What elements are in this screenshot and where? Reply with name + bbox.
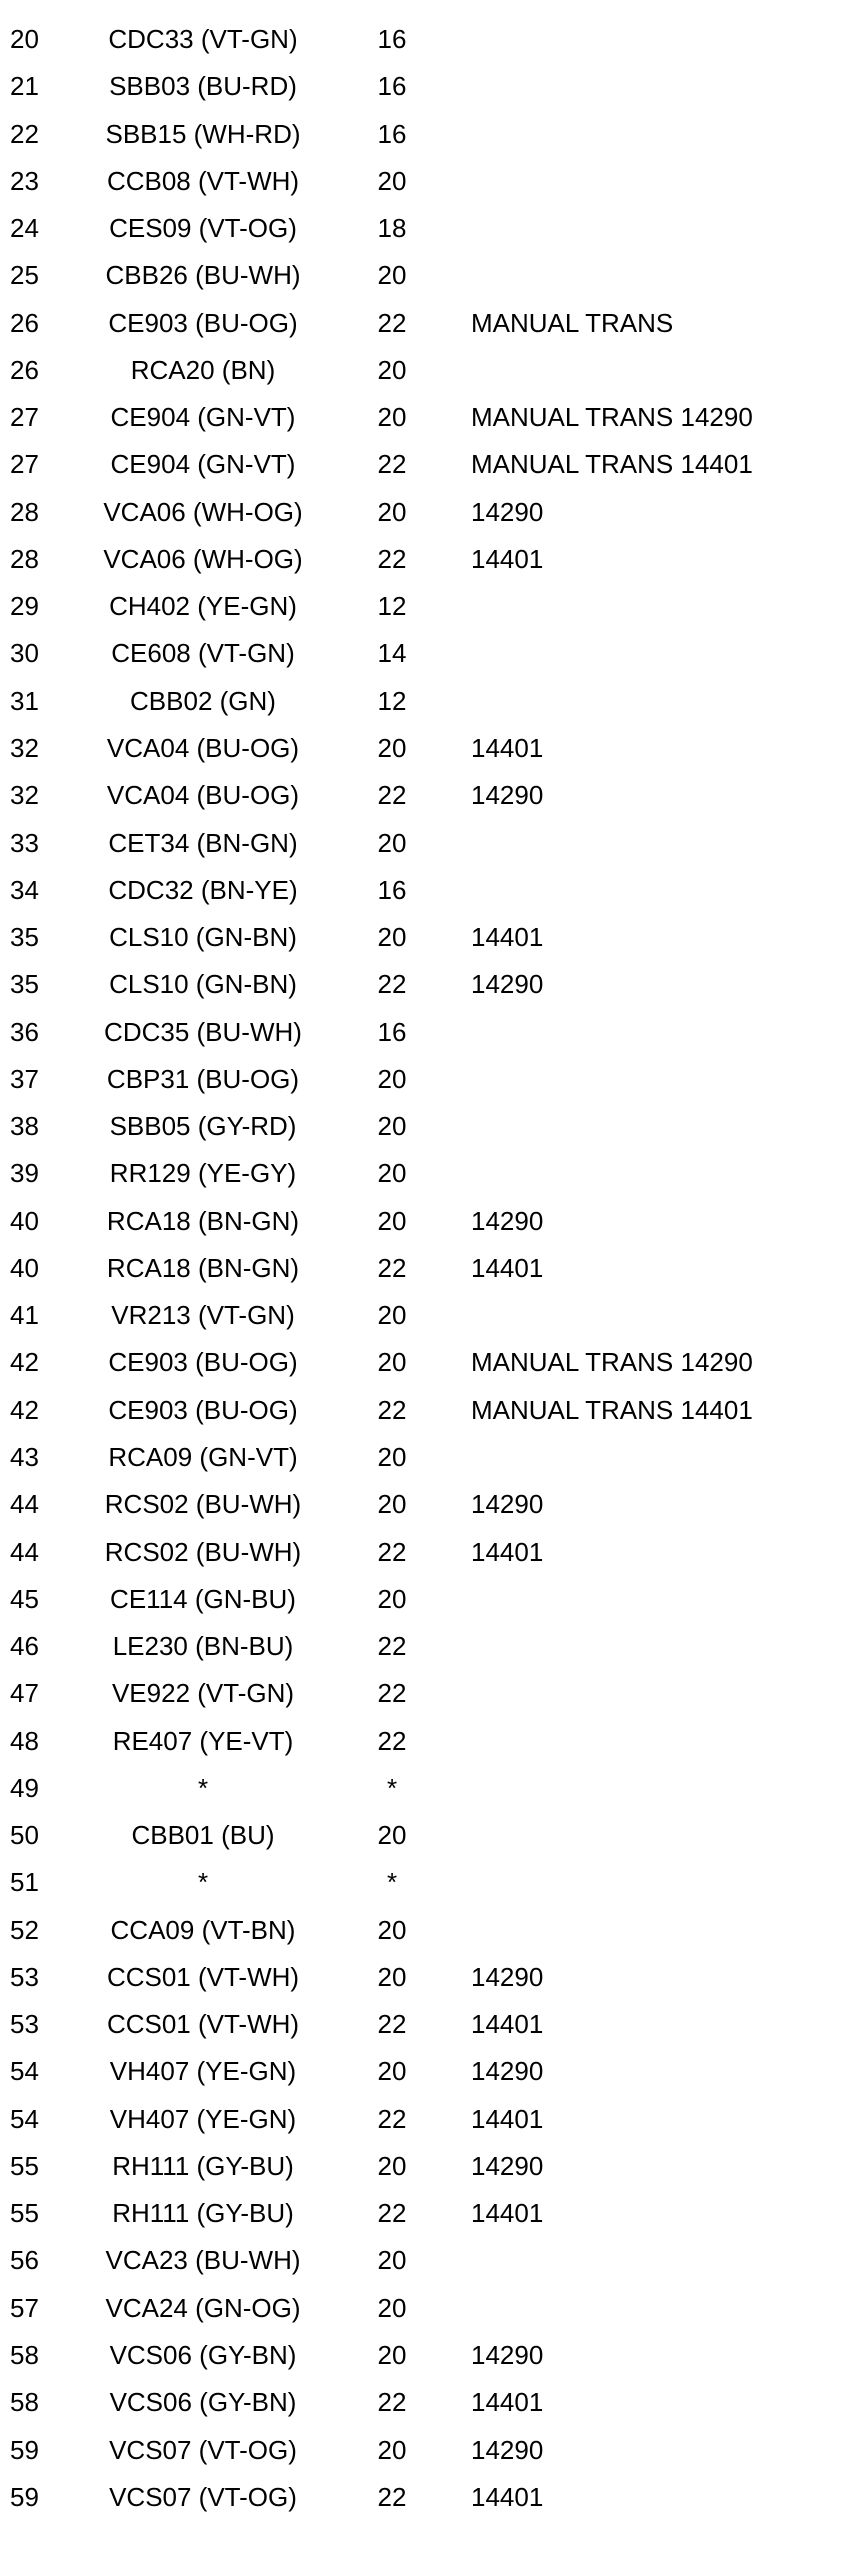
gauge-cell: 20	[377, 1914, 407, 1945]
circuit-cell: VH407 (YE-GN)	[109, 2056, 297, 2087]
gauge-cell: 20	[377, 2340, 407, 2371]
note-cell: MANUAL TRANS 14401	[471, 449, 753, 480]
table-row	[0, 2427, 855, 2474]
pin-cell: 38	[10, 1111, 39, 1142]
table-row	[0, 772, 855, 819]
circuit-cell: VCA04 (BU-OG)	[106, 780, 300, 811]
circuit-cell: VCS06 (GY-BN)	[109, 2387, 297, 2418]
note-cell: 14401	[471, 1252, 544, 1283]
pin-cell: 35	[10, 922, 39, 953]
circuit-cell: CDC35 (BU-WH)	[104, 1016, 302, 1047]
gauge-cell: 16	[377, 1016, 407, 1047]
pin-cell: 44	[10, 1489, 39, 1520]
circuit-cell: RCS02 (BU-WH)	[104, 1536, 302, 1567]
pin-cell: 36	[10, 1016, 39, 1047]
circuit-cell: SBB03 (BU-RD)	[109, 71, 297, 102]
pin-cell: 24	[10, 213, 39, 244]
gauge-cell: 22	[377, 1725, 407, 1756]
gauge-cell: 20	[377, 1347, 407, 1378]
gauge-cell: 20	[377, 1063, 407, 1094]
connector-pinout-table	[0, 16, 855, 2521]
circuit-cell: CCS01 (VT-WH)	[106, 2009, 300, 2040]
gauge-cell: 20	[377, 732, 407, 763]
table-row	[0, 820, 855, 867]
table-row	[0, 914, 855, 961]
pin-cell: 59	[10, 2434, 39, 2465]
circuit-cell: RCS02 (BU-WH)	[104, 1489, 302, 1520]
pin-cell: 39	[10, 1158, 39, 1189]
table-row	[0, 1623, 855, 1670]
table-row	[0, 1859, 855, 1906]
note-cell: 14290	[471, 1489, 544, 1520]
gauge-cell: 20	[377, 165, 407, 196]
gauge-cell: 22	[377, 1394, 407, 1425]
pin-cell: 26	[10, 307, 39, 338]
circuit-cell: CE114 (GN-BU)	[110, 1583, 296, 1614]
circuit-cell: VCA06 (WH-OG)	[103, 543, 303, 574]
table-row	[0, 536, 855, 583]
table-row	[0, 394, 855, 441]
pin-cell: 33	[10, 827, 39, 858]
pin-cell: 44	[10, 1536, 39, 1567]
table-row	[0, 1907, 855, 1954]
circuit-cell: CE608 (VT-GN)	[111, 638, 295, 669]
gauge-cell: 22	[377, 969, 407, 1000]
note-cell: 14290	[471, 969, 544, 1000]
note-cell: 14290	[471, 1205, 544, 1236]
table-row	[0, 1387, 855, 1434]
pin-cell: 51	[10, 1867, 39, 1898]
note-cell: 14290	[471, 1961, 544, 1992]
gauge-cell: 16	[377, 71, 407, 102]
pin-cell: 48	[10, 1725, 39, 1756]
pin-cell: 27	[10, 449, 39, 480]
table-row	[0, 630, 855, 677]
table-row	[0, 2285, 855, 2332]
gauge-cell: 22	[377, 307, 407, 338]
pin-cell: 57	[10, 2292, 39, 2323]
circuit-cell: CCB08 (VT-WH)	[106, 165, 300, 196]
gauge-cell: 22	[377, 1536, 407, 1567]
pin-cell: 20	[10, 24, 39, 54]
circuit-cell: CE903 (BU-OG)	[108, 1394, 298, 1425]
gauge-cell: 20	[377, 2150, 407, 2181]
pin-cell: 29	[10, 591, 39, 622]
note-cell: MANUAL TRANS 14290	[471, 1347, 753, 1378]
note-cell: 14401	[471, 2387, 544, 2418]
gauge-cell: 20	[377, 1158, 407, 1189]
note-cell: 14401	[471, 543, 544, 574]
circuit-cell: VCA23 (BU-WH)	[105, 2245, 301, 2276]
pin-cell: 32	[10, 732, 39, 763]
pin-cell: 45	[10, 1583, 39, 1614]
table-row	[0, 1718, 855, 1765]
gauge-cell: 12	[377, 591, 407, 622]
pin-cell: 42	[10, 1394, 39, 1425]
table-row	[0, 2001, 855, 2048]
gauge-cell: 16	[377, 118, 407, 149]
pin-cell: 50	[10, 1820, 39, 1851]
gauge-cell: 20	[377, 1441, 407, 1472]
circuit-cell: CBB01 (BU)	[131, 1820, 275, 1851]
circuit-cell: SBB05 (GY-RD)	[109, 1111, 297, 1142]
circuit-cell: CDC32 (BN-YE)	[108, 874, 298, 905]
circuit-cell: CET34 (BN-GN)	[108, 827, 298, 858]
gauge-cell: 20	[377, 1111, 407, 1142]
gauge-cell: 20	[377, 827, 407, 858]
table-row	[0, 1339, 855, 1386]
circuit-cell: VH407 (YE-GN)	[109, 2103, 297, 2134]
circuit-cell: CE904 (GN-VT)	[110, 402, 296, 433]
gauge-cell: 22	[377, 2103, 407, 2134]
gauge-cell: *	[386, 1772, 398, 1803]
table-row	[0, 63, 855, 110]
circuit-cell: RCA20 (BN)	[130, 354, 276, 385]
table-row	[0, 347, 855, 394]
gauge-cell: 22	[377, 2481, 407, 2512]
gauge-cell: 20	[377, 1820, 407, 1851]
circuit-cell: VR213 (VT-GN)	[111, 1300, 295, 1331]
gauge-cell: 20	[377, 2056, 407, 2087]
circuit-cell: *	[197, 1867, 209, 1898]
table-row	[0, 2048, 855, 2095]
pin-cell: 27	[10, 402, 39, 433]
circuit-cell: VCS07 (VT-OG)	[109, 2434, 297, 2465]
note-cell: 14290	[471, 780, 544, 811]
gauge-cell: 22	[377, 780, 407, 811]
pin-cell: 28	[10, 496, 39, 527]
circuit-cell: CCS01 (VT-WH)	[106, 1961, 300, 1992]
circuit-cell: VCA06 (WH-OG)	[103, 496, 303, 527]
table-row	[0, 300, 855, 347]
gauge-cell: 22	[377, 2009, 407, 2040]
pin-cell: 34	[10, 874, 39, 905]
gauge-cell: 20	[377, 1961, 407, 1992]
pin-cell: 59	[10, 2481, 39, 2512]
pin-cell: 47	[10, 1678, 39, 1709]
pin-cell: 35	[10, 969, 39, 1000]
circuit-cell: CCA09 (VT-BN)	[110, 1914, 296, 1945]
note-cell: 14290	[471, 2056, 544, 2087]
pin-cell: 31	[10, 685, 39, 716]
pin-cell: 46	[10, 1631, 39, 1662]
note-cell: MANUAL TRANS	[471, 307, 674, 338]
pin-cell: 52	[10, 1914, 39, 1945]
circuit-cell: RCA18 (BN-GN)	[106, 1252, 300, 1283]
table-row	[0, 1576, 855, 1623]
gauge-cell: 20	[377, 2434, 407, 2465]
table-row	[0, 583, 855, 630]
pin-cell: 58	[10, 2387, 39, 2418]
circuit-cell: SBB15 (WH-RD)	[105, 118, 301, 149]
pin-cell: 26	[10, 354, 39, 385]
note-cell: 14401	[471, 2198, 544, 2229]
table-row	[0, 2237, 855, 2284]
gauge-cell: *	[386, 1867, 398, 1898]
gauge-cell: 22	[377, 1631, 407, 1662]
pin-cell: 32	[10, 780, 39, 811]
gauge-cell: 22	[377, 449, 407, 480]
table-row	[0, 111, 855, 158]
table-row	[0, 16, 855, 63]
table-row	[0, 1245, 855, 1292]
circuit-cell: RH111 (GY-BU)	[112, 2150, 294, 2181]
table-row	[0, 1056, 855, 1103]
gauge-cell: 20	[377, 2245, 407, 2276]
pin-cell: 30	[10, 638, 39, 669]
table-row	[0, 441, 855, 488]
gauge-cell: 16	[377, 874, 407, 905]
gauge-cell: 22	[377, 543, 407, 574]
pin-cell: 54	[10, 2103, 39, 2134]
pin-cell: 23	[10, 165, 39, 196]
note-cell: 14401	[471, 2481, 544, 2512]
pin-cell: 53	[10, 2009, 39, 2040]
table-row	[0, 1009, 855, 1056]
pin-cell: 41	[10, 1300, 39, 1331]
gauge-cell: 22	[377, 1252, 407, 1283]
pin-cell: 40	[10, 1205, 39, 1236]
note-cell: 14401	[471, 2009, 544, 2040]
table-row	[0, 205, 855, 252]
table-row	[0, 867, 855, 914]
circuit-cell: *	[197, 1772, 209, 1803]
circuit-cell: RH111 (GY-BU)	[112, 2198, 294, 2229]
table-row	[0, 1103, 855, 1150]
note-cell: 14401	[471, 732, 544, 763]
pin-cell: 43	[10, 1441, 39, 1472]
gauge-cell: 20	[377, 2292, 407, 2323]
circuit-cell: CLS10 (GN-BN)	[109, 969, 297, 1000]
pin-cell: 56	[10, 2245, 39, 2276]
gauge-cell: 12	[377, 685, 407, 716]
circuit-cell: CDC33 (VT-GN)	[108, 24, 298, 54]
circuit-cell: CES09 (VT-OG)	[109, 213, 297, 244]
table-row	[0, 252, 855, 299]
table-row	[0, 1670, 855, 1717]
note-cell: 14401	[471, 922, 544, 953]
note-cell: 14401	[471, 1536, 544, 1567]
pin-cell: 37	[10, 1063, 39, 1094]
gauge-cell: 20	[377, 1489, 407, 1520]
table-row	[0, 2474, 855, 2521]
table-row	[0, 1292, 855, 1339]
table-row	[0, 1434, 855, 1481]
table-row	[0, 961, 855, 1008]
circuit-cell: VCA24 (GN-OG)	[105, 2292, 301, 2323]
gauge-cell: 20	[377, 1205, 407, 1236]
circuit-cell: VCS07 (VT-OG)	[109, 2481, 297, 2512]
pin-cell: 54	[10, 2056, 39, 2087]
pin-cell: 55	[10, 2198, 39, 2229]
note-cell: 14290	[471, 2150, 544, 2181]
table-row	[0, 1150, 855, 1197]
table-row	[0, 1954, 855, 2001]
table-row	[0, 1481, 855, 1528]
table-row	[0, 2379, 855, 2426]
table-row	[0, 2190, 855, 2237]
circuit-cell: LE230 (BN-BU)	[112, 1631, 294, 1662]
table-row	[0, 1765, 855, 1812]
table-row	[0, 1529, 855, 1576]
circuit-cell: RCA18 (BN-GN)	[106, 1205, 300, 1236]
gauge-cell: 20	[377, 1583, 407, 1614]
note-cell: 14290	[471, 2434, 544, 2465]
gauge-cell: 22	[377, 2387, 407, 2418]
table-row	[0, 725, 855, 772]
pin-cell: 53	[10, 1961, 39, 1992]
note-cell: 14290	[471, 496, 544, 527]
table-row	[0, 2332, 855, 2379]
circuit-cell: RE407 (YE-VT)	[112, 1725, 294, 1756]
circuit-cell: RCA09 (GN-VT)	[108, 1441, 298, 1472]
table-row	[0, 678, 855, 725]
table-row	[0, 489, 855, 536]
gauge-cell: 14	[377, 638, 407, 669]
pin-cell: 40	[10, 1252, 39, 1283]
note-cell: 14290	[471, 2340, 544, 2371]
gauge-cell: 20	[377, 922, 407, 953]
gauge-cell: 20	[377, 260, 407, 291]
gauge-cell: 22	[377, 1678, 407, 1709]
table-row	[0, 158, 855, 205]
pin-cell: 49	[10, 1772, 39, 1803]
pin-cell: 25	[10, 260, 39, 291]
circuit-cell: VE922 (VT-GN)	[111, 1678, 295, 1709]
pin-cell: 55	[10, 2150, 39, 2181]
circuit-cell: CE904 (GN-VT)	[110, 449, 296, 480]
table-row	[0, 2143, 855, 2190]
pin-cell: 28	[10, 543, 39, 574]
table-row	[0, 1812, 855, 1859]
pin-cell: 21	[10, 71, 39, 102]
circuit-cell: CBB26 (BU-WH)	[105, 260, 301, 291]
pin-cell: 42	[10, 1347, 39, 1378]
circuit-cell: CLS10 (GN-BN)	[109, 922, 297, 953]
gauge-cell: 20	[377, 496, 407, 527]
circuit-cell: CBP31 (BU-OG)	[106, 1063, 300, 1094]
gauge-cell: 18	[377, 213, 407, 244]
circuit-cell: CE903 (BU-OG)	[108, 1347, 298, 1378]
note-cell: MANUAL TRANS 14401	[471, 1394, 753, 1425]
note-cell: 14401	[471, 2103, 544, 2134]
pin-cell: 58	[10, 2340, 39, 2371]
gauge-cell: 16	[377, 24, 407, 54]
gauge-cell: 20	[377, 1300, 407, 1331]
circuit-cell: CBB02 (GN)	[130, 685, 276, 716]
note-cell: MANUAL TRANS 14290	[471, 402, 753, 433]
table-row	[0, 2096, 855, 2143]
circuit-cell: RR129 (YE-GY)	[109, 1158, 297, 1189]
circuit-cell: VCS06 (GY-BN)	[109, 2340, 297, 2371]
circuit-cell: VCA04 (BU-OG)	[106, 732, 300, 763]
pin-cell: 22	[10, 118, 39, 149]
table-row	[0, 1198, 855, 1245]
circuit-cell: CE903 (BU-OG)	[108, 307, 298, 338]
gauge-cell: 20	[377, 402, 407, 433]
circuit-cell: CH402 (YE-GN)	[109, 591, 297, 622]
gauge-cell: 22	[377, 2198, 407, 2229]
gauge-cell: 20	[377, 354, 407, 385]
